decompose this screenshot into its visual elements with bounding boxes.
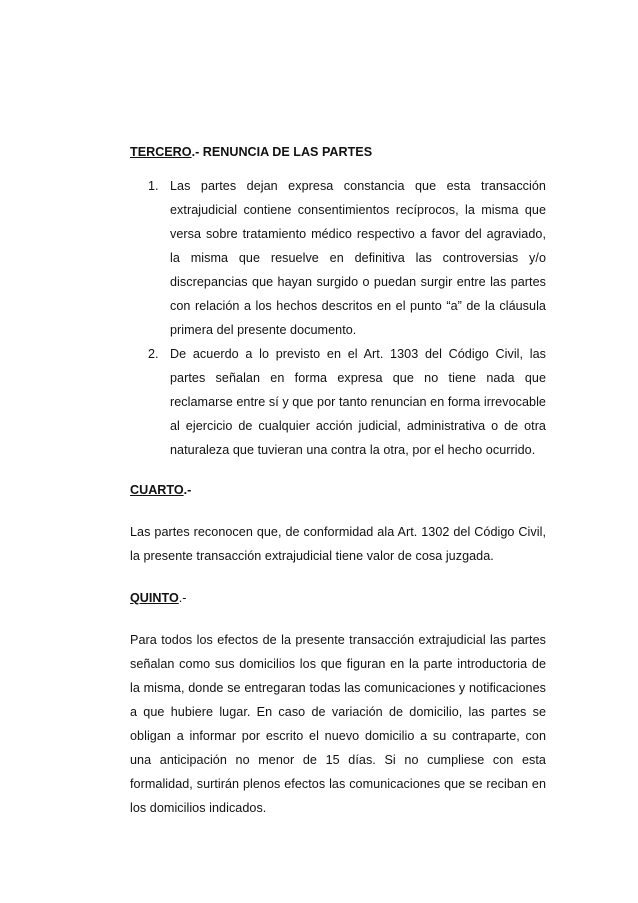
list-item-text: Las partes dejan expresa constancia que esta transacción extrajudicial contiene consentimientos recíprocos, la misma que versa sobre tratamiento médico respectivo a favor del agraviado, la misma que resuelve en definitiva las controversias y/o discrepancias que hayan surgido o puedan surgir entre las partes con relación a los hechos descritos en el punto “a” de la cláusula primera del presente documento.	[170, 179, 546, 337]
list-item-number: 1.	[148, 179, 159, 193]
list-item	[130, 342, 546, 462]
clause-heading-quinto	[130, 586, 546, 610]
list-item	[130, 174, 546, 342]
clause-subtitle-tercero: .- RENUNCIA DE LAS PARTES	[191, 145, 373, 159]
spacer	[130, 568, 546, 586]
tercero-list	[130, 174, 546, 462]
clause-subtitle-cuarto: .-	[183, 483, 192, 497]
clause-subtitle-quinto: .-	[178, 591, 187, 605]
spacer	[130, 462, 546, 478]
document-content	[130, 140, 546, 820]
list-item-text: De acuerdo a lo previsto en el Art. 1303 del Código Civil, las partes señalan en forma expresa que no tiene nada que reclamarse entre sí y que por tanto renuncian en forma irrevocable al ejercicio de cualquier acción judicial, administrativa o de otra naturaleza que tuvieran una contra la otra, por el hecho ocurrido.	[170, 347, 546, 457]
cuarto-paragraph: Las partes reconocen que, de conformidad ala Art. 1302 del Código Civil, la presente transacción extrajudicial tiene valor de cosa juzgada.	[130, 525, 546, 563]
spacer	[130, 502, 546, 520]
clause-heading-tercero	[130, 140, 546, 164]
quinto-paragraph: Para todos los efectos de la presente transacción extrajudicial las partes señalan como sus domicilios los que figuran en la parte introductoria de la misma, donde se entregaran todas las comunicaciones y notificaciones a que hubiere lugar. En caso de variación de domicilio, las partes se obligan a informar por escrito el nuevo domicilio a su contraparte, con una anticipación no menor de 15 días. Si no cumpliese con esta formalidad, surtirán plenos efectos las comunicaciones que se reciban en los domicilios indicados.	[130, 633, 546, 815]
clause-heading-cuarto	[130, 478, 546, 502]
clause-title-quinto: QUINTO	[130, 591, 179, 605]
clause-title-cuarto: CUARTO	[130, 483, 184, 497]
spacer	[130, 610, 546, 628]
clause-title-tercero: TERCERO	[130, 145, 192, 159]
list-item-number: 2.	[148, 347, 159, 361]
